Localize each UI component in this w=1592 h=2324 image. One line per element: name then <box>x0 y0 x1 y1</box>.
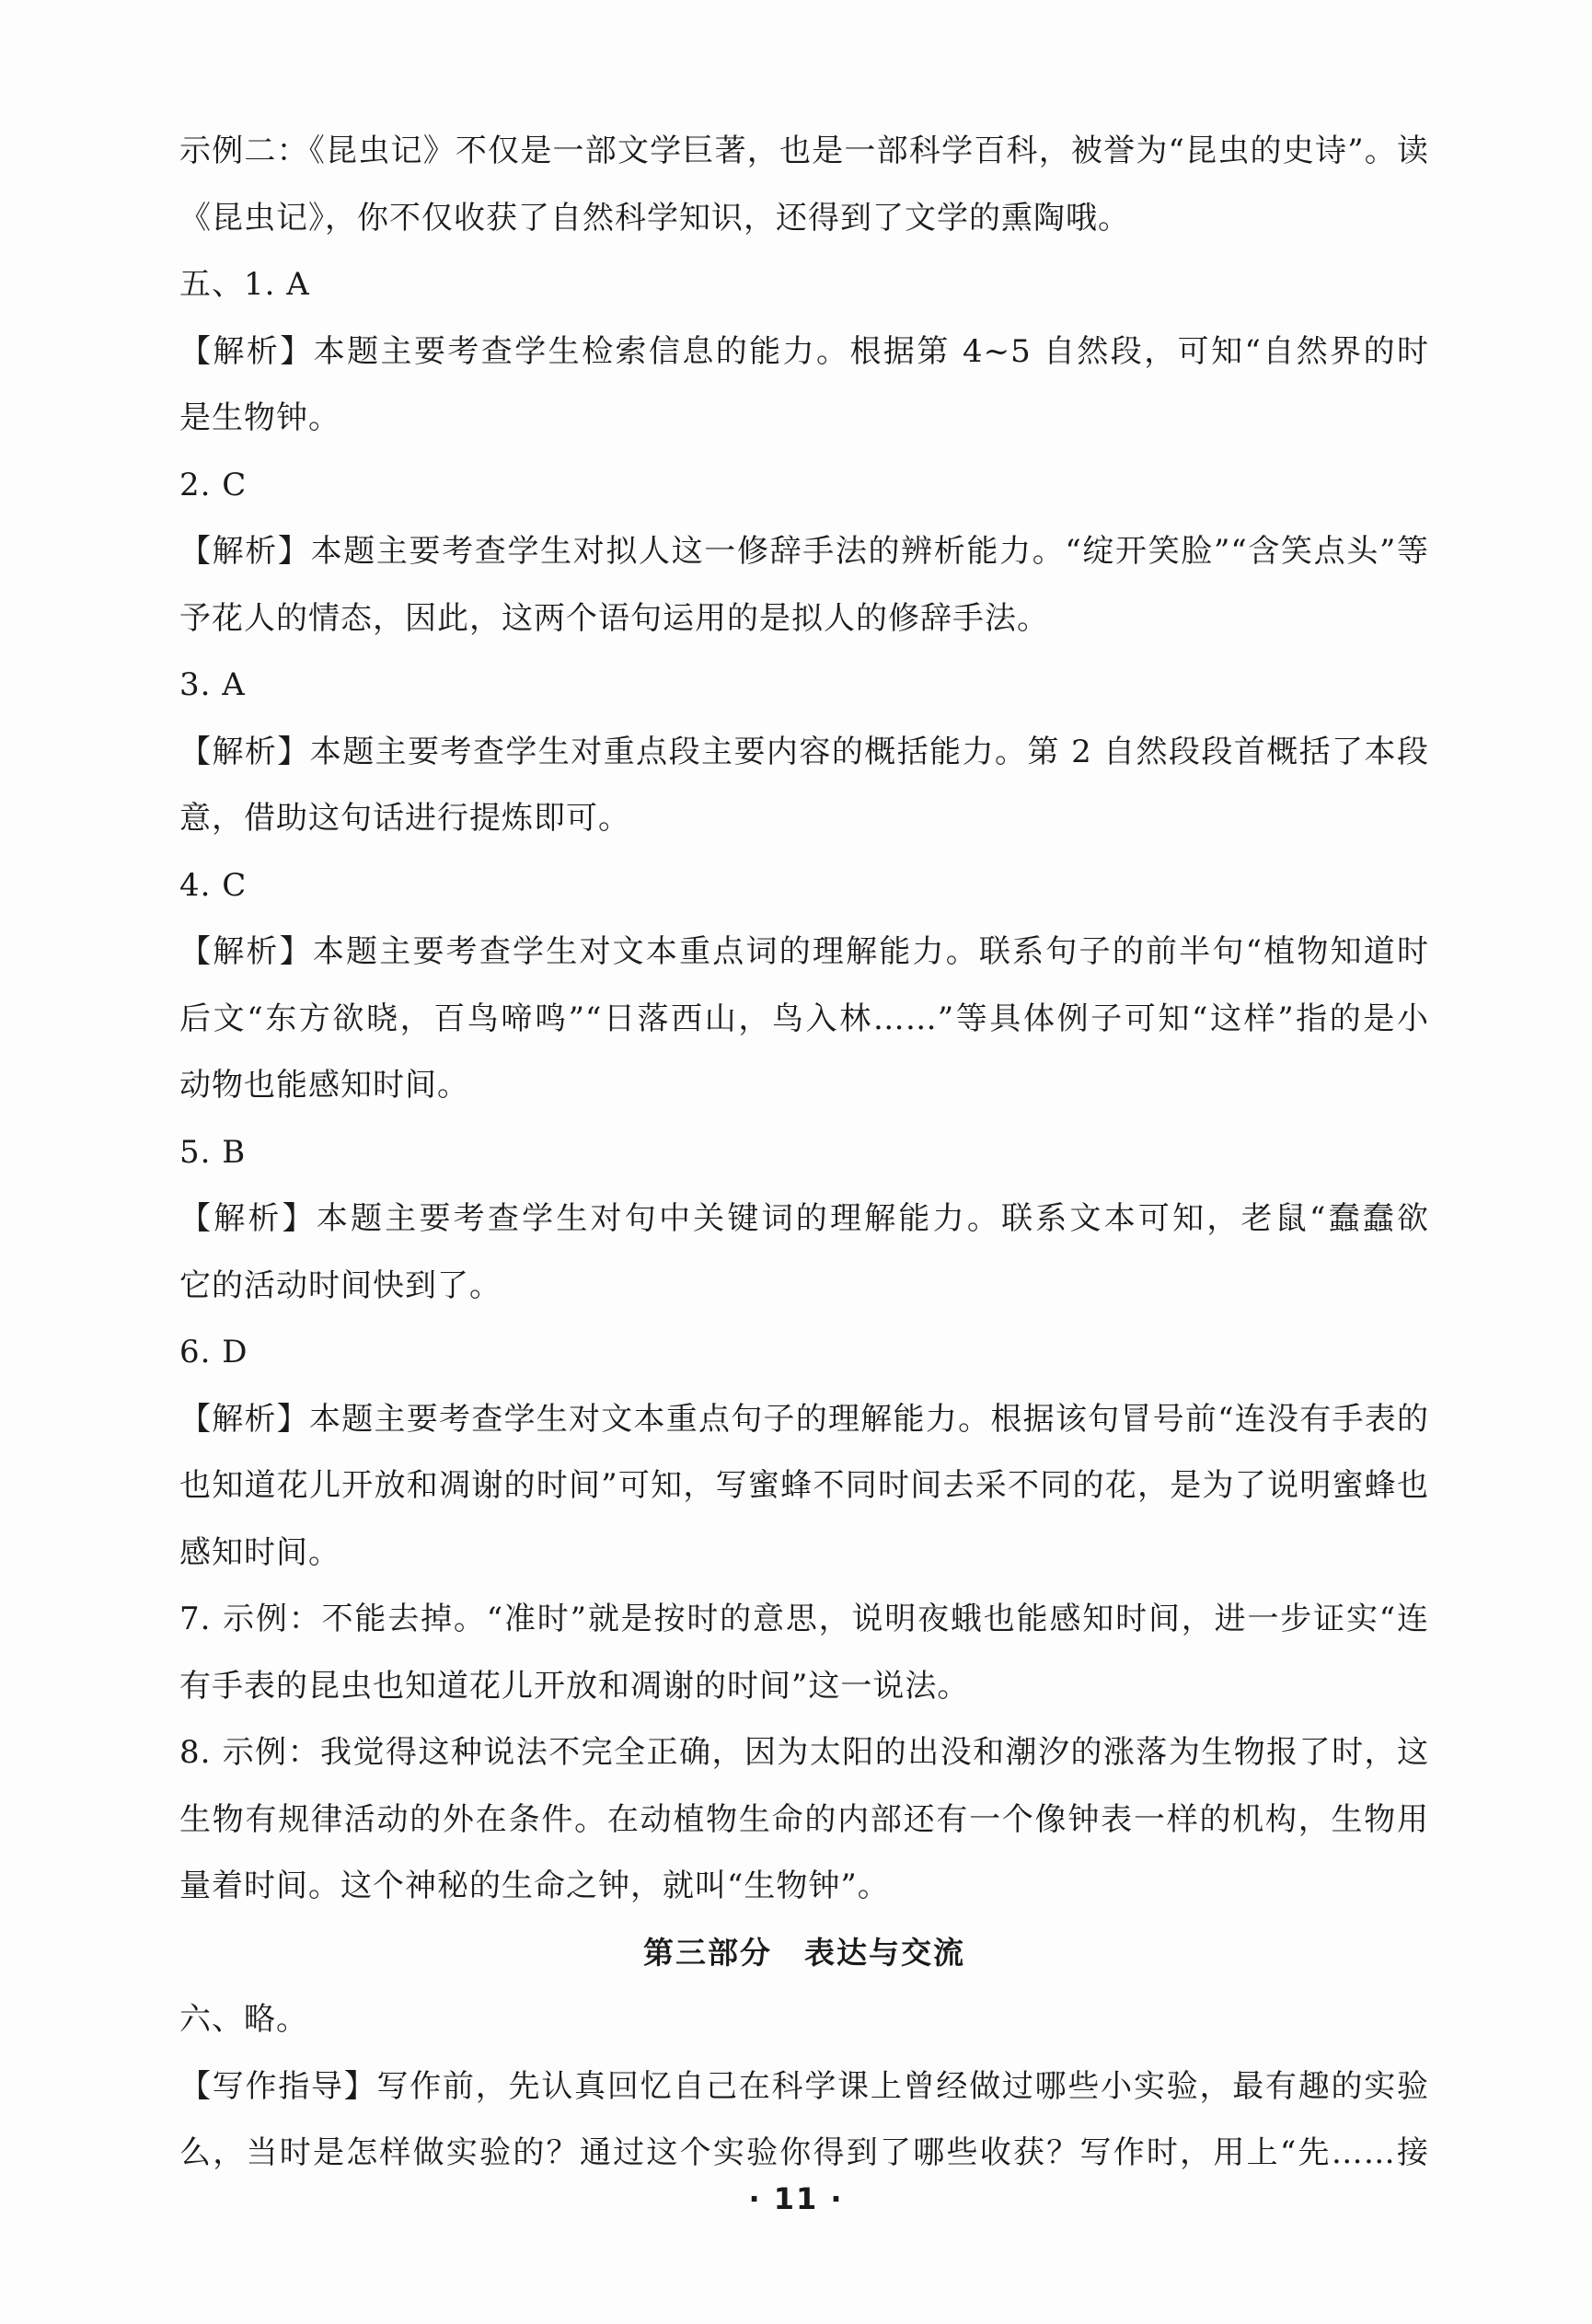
writing-guide-line: 【写作指导】写作前，先认真回忆自己在科学课上曾经做过哪些小实验，最有趣的实验 <box>179 2067 1429 2105</box>
analysis-line: 感知时间。 <box>179 1533 340 1571</box>
text-line: 《昆虫记》，你不仅收获了自然科学知识，还得到了文学的熏陶哦。 <box>179 199 1130 237</box>
text-line: 示例二：《昆虫记》不仅是一部文学巨著，也是一部科学百科，被誉为“昆虫的史诗”。读 <box>179 133 1429 169</box>
question-answer: 4. C <box>179 866 248 904</box>
answer-key-content <box>179 118 1429 2187</box>
analysis-line: 动物也能感知时间。 <box>179 1067 469 1104</box>
analysis-line: 【解析】本题主要考查学生检索信息的能力。根据第 4~5 自然段，可知“自然界的时 <box>179 332 1429 370</box>
analysis-line: 意，借助这句话进行提炼即可。 <box>179 800 630 837</box>
analysis-line: 也知道花儿开放和凋谢的时间”可知，写蜜蜂不同时间去采不同的花，是为了说明蜜蜂也 <box>179 1467 1429 1504</box>
writing-guide-line: 么，当时是怎样做实验的？通过这个实验你得到了哪些收获？写作时，用上“先……接 <box>179 2134 1429 2171</box>
question-answer: 2. C <box>179 466 248 503</box>
section-title: 第三部分 表达与交流 <box>643 1934 965 1971</box>
analysis-line: 【解析】本题主要考查学生对文本重点词的理解能力。联系句子的前半句“植物知道时 <box>179 933 1429 970</box>
analysis-line: 予花人的情态，因此，这两个语句运用的是拟人的修辞手法。 <box>179 599 1049 637</box>
question-answer: 六、略。 <box>179 2001 308 2038</box>
question-answer: 五、1. A <box>179 266 310 303</box>
answer-line: 有手表的昆虫也知道花儿开放和凋谢的时间”这一说法。 <box>179 1667 970 1705</box>
analysis-line: 它的活动时间快到了。 <box>179 1266 502 1304</box>
question-answer: 3. A <box>179 666 246 703</box>
answer-line: 7. 示例：不能去掉。“准时”就是按时的意思，说明夜蛾也能感知时间，进一步证实“连 <box>179 1601 1429 1637</box>
answer-line: 量着时间。这个神秘的生命之钟，就叫“生物钟”。 <box>179 1867 890 1904</box>
page-number: · 11 · <box>748 2181 844 2216</box>
analysis-line: 后文“东方欲晓，百鸟啼鸣”“日落西山，鸟入林……”等具体例子可知“这样”指的是小 <box>179 1000 1429 1037</box>
analysis-line: 【解析】本题主要考查学生对重点段主要内容的概括能力。第 2 自然段段首概括了本段 <box>179 733 1429 770</box>
analysis-line: 【解析】本题主要考查学生对句中关键词的理解能力。联系文本可知，老鼠“蠢蠢欲 <box>179 1200 1429 1237</box>
answer-line: 生物有规律活动的外在条件。在动植物生命的内部还有一个像钟表一样的机构，生物用 <box>179 1800 1429 1838</box>
analysis-line: 是生物钟。 <box>179 399 340 436</box>
question-answer: 5. B <box>179 1133 247 1171</box>
analysis-line: 【解析】本题主要考查学生对文本重点句子的理解能力。根据该句冒号前“连没有手表的 <box>179 1400 1429 1438</box>
question-answer: 6. D <box>179 1334 248 1370</box>
analysis-line: 【解析】本题主要考查学生对拟人这一修辞手法的辨析能力。“绽开笑脸”“含笑点头”等 <box>179 533 1429 570</box>
answer-line: 8. 示例：我觉得这种说法不完全正确，因为太阳的出没和潮汐的涨落为生物报了时，这 <box>179 1734 1429 1771</box>
